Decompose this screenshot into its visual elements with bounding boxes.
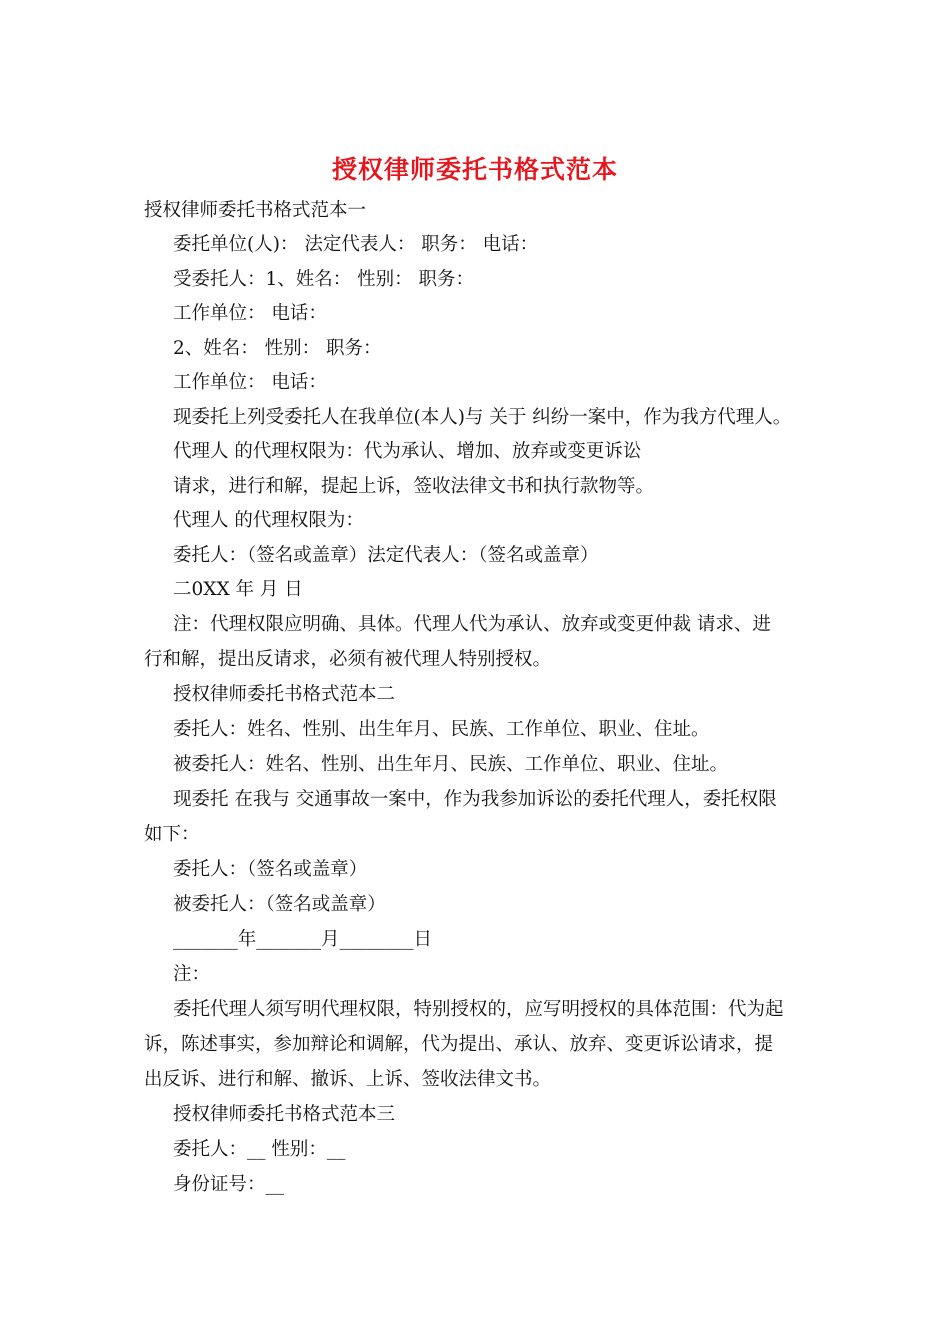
text-line: 身份证号：__ bbox=[173, 1174, 285, 1195]
text-line: 委托单位(人)： 法定代表人： 职务： 电话： bbox=[173, 234, 539, 255]
document-title: 授权律师委托书格式范本 bbox=[331, 155, 618, 184]
text-line: 工作单位： 电话： bbox=[173, 372, 327, 393]
text-line: 代理人 的代理权限为： bbox=[173, 510, 364, 531]
note-line: 行和解，提出反请求，必须有被代理人特别授权。 bbox=[144, 649, 552, 670]
signature-line: 委托人：（签名或盖章）法定代表人：（签名或盖章） bbox=[173, 545, 599, 566]
text-line: 2、姓名： 性别： 职务： bbox=[173, 338, 382, 359]
note-line: 出反诉、进行和解、撤诉、上诉、签收法律文书。 bbox=[144, 1069, 552, 1090]
section-heading-2: 授权律师委托书格式范本二 bbox=[173, 684, 396, 705]
date-line: _______年_______月________日 bbox=[173, 929, 433, 950]
text-line: 受委托人：1、姓名： 性别： 职务： bbox=[173, 269, 475, 290]
text-line: 委托人：姓名、性别、出生年月、民族、工作单位、职业、住址。 bbox=[173, 719, 710, 740]
note-line: 诉，陈述事实，参加辩论和调解，代为提出、承认、放弃、变更诉讼请求，提 bbox=[144, 1034, 774, 1055]
text-line: 工作单位： 电话： bbox=[173, 303, 327, 324]
section-heading-3: 授权律师委托书格式范本三 bbox=[173, 1104, 396, 1125]
section-heading-1: 授权律师委托书格式范本一 bbox=[144, 200, 367, 221]
text-line: 现委托上列受委托人在我单位(本人)与 关于 纠纷一案中，作为我方代理人。 bbox=[173, 407, 792, 428]
signature-line: 被委托人：（签名或盖章） bbox=[173, 894, 386, 915]
text-line: 请求，进行和解，提起上诉，签收法律文书和执行款物等。 bbox=[173, 476, 655, 497]
text-line: 委托人：__ 性别：__ bbox=[173, 1139, 346, 1160]
note-line: 注： bbox=[173, 964, 211, 985]
text-line: 现委托 在我与 交通事故一案中，作为我参加诉讼的委托代理人，委托权限 bbox=[173, 789, 777, 810]
note-line: 委托代理人须写明代理权限，特别授权的，应写明授权的具体范围：代为起 bbox=[173, 999, 784, 1020]
note-line: 注：代理权限应明确、具体。代理人代为承认、放弃或变更仲裁 请求、进 bbox=[173, 614, 771, 635]
signature-line: 委托人：（签名或盖章） bbox=[173, 859, 368, 880]
text-line: 代理人 的代理权限为：代为承认、增加、放弃或变更诉讼 bbox=[173, 441, 642, 462]
text-line: 如下： bbox=[144, 824, 200, 845]
date-line: 二0XX 年 月 日 bbox=[173, 579, 303, 600]
text-line: 被委托人：姓名、性别、出生年月、民族、工作单位、职业、住址。 bbox=[173, 754, 729, 775]
